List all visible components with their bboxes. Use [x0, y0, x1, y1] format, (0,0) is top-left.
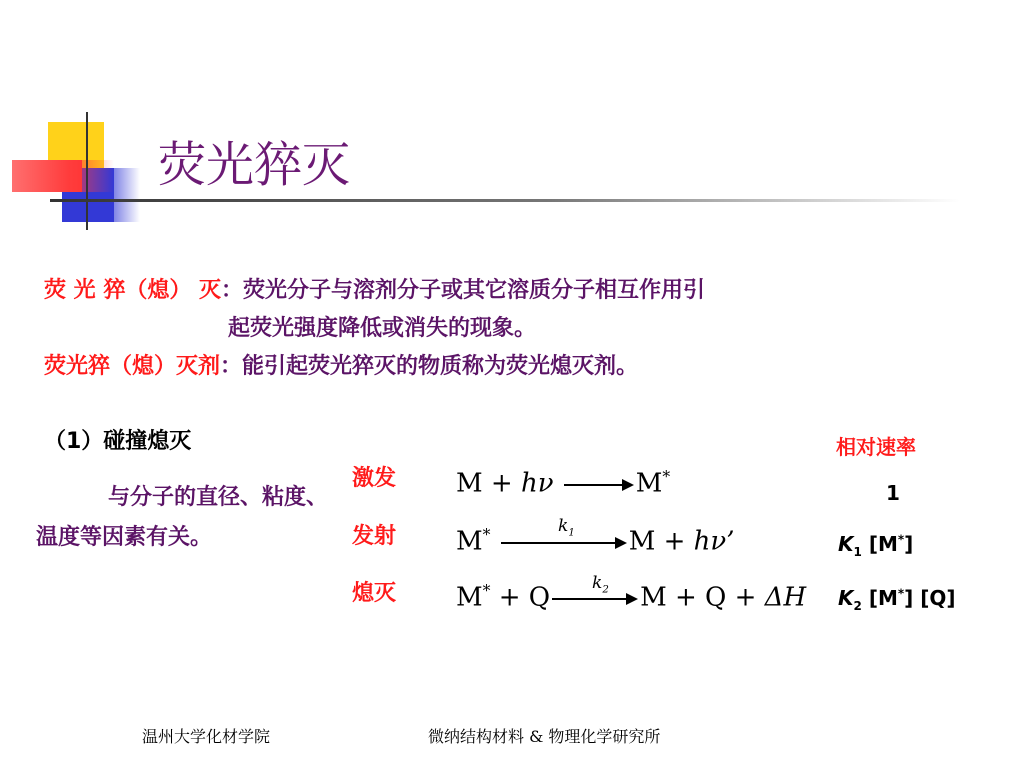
term-quencher: 荧光猝（熄）灭剂	[44, 354, 221, 379]
eq1-plus: +	[490, 468, 513, 499]
eq2-reactant: M	[456, 526, 483, 557]
rate-quenching-k-sub: 2	[853, 599, 862, 613]
text-quenching-line2: 起荧光强度降低或消失的现象。	[228, 316, 537, 341]
decor-red-fade	[70, 160, 114, 192]
eq3-product-q: Q	[705, 582, 727, 613]
eq1-arrow	[562, 477, 636, 493]
rate-excitation: 1	[886, 481, 900, 505]
label-emission: 发射	[352, 524, 397, 549]
eq3-plus2: +	[674, 582, 697, 613]
eq2-arrow	[499, 535, 629, 551]
rate-emission-star: *	[897, 532, 905, 547]
footer-institution: 温州大学化材学院	[142, 727, 271, 746]
rate-quenching-star: *	[897, 586, 905, 601]
eq1-star: *	[662, 468, 671, 486]
rate-emission	[838, 532, 913, 559]
label-excitation: 激发	[352, 466, 397, 491]
eq3-plus3: +	[734, 582, 757, 613]
text-quenching-line1: ：荧光分子与溶剂分子或其它溶质分子相互作用引	[220, 278, 705, 303]
eq2-photon: hν’	[693, 526, 735, 557]
eq3-plus1: +	[498, 582, 521, 613]
eq2-k: k	[558, 516, 569, 536]
eq1-reactant: M	[456, 468, 483, 499]
decor-vertical-line	[86, 112, 88, 230]
eq3-product-m: M	[640, 582, 667, 613]
equation-excitation	[456, 468, 670, 499]
eq2-product: M	[628, 526, 656, 557]
slide-title: 荧光猝灭	[158, 137, 351, 193]
section-note: 与分子的直径、粘度、温度等因素有关。	[36, 485, 329, 550]
eq3-star: *	[482, 582, 491, 600]
eq3-k-sub: 2	[602, 584, 609, 596]
rates-header: 相对速率	[836, 435, 916, 459]
text-quencher: ：能引起荧光猝灭的物质称为荧光熄灭剂。	[220, 354, 639, 379]
definition-quencher	[44, 352, 638, 382]
eq3-heat: ΔH	[764, 582, 807, 613]
rate-quenching-conc: [M	[868, 586, 898, 610]
rate-emission-conc: [M	[868, 532, 898, 556]
section-heading: （1）碰撞熄灭	[44, 429, 192, 454]
eq1-product: M	[635, 468, 663, 499]
rate-emission-k: K	[838, 532, 854, 556]
eq2-plus: +	[663, 526, 686, 557]
rate-quenching-k: K	[838, 586, 854, 610]
eq3-reactant: M	[456, 582, 483, 613]
definition-quenching	[44, 276, 705, 306]
term-quenching: 荧 光 猝（熄） 灭	[44, 278, 221, 303]
eq3-arrow	[550, 591, 640, 607]
equation-quenching	[456, 582, 806, 613]
equation-emission	[456, 526, 734, 557]
title-underline	[50, 199, 960, 202]
rate-quenching-close: ] [Q]	[904, 586, 956, 610]
eq3-quencher: Q	[528, 582, 551, 613]
rate-emission-close: ]	[904, 532, 914, 556]
rate-emission-k-sub: 1	[853, 545, 862, 559]
rate-quenching	[838, 586, 956, 613]
eq3-k: k	[592, 573, 603, 593]
eq1-photon: hν	[520, 468, 554, 499]
label-quenching: 熄灭	[352, 581, 397, 606]
footer-lab: 微纳结构材料 & 物理化学研究所	[428, 727, 661, 746]
eq2-star: *	[482, 526, 491, 544]
eq2-k-sub: 1	[568, 527, 575, 539]
